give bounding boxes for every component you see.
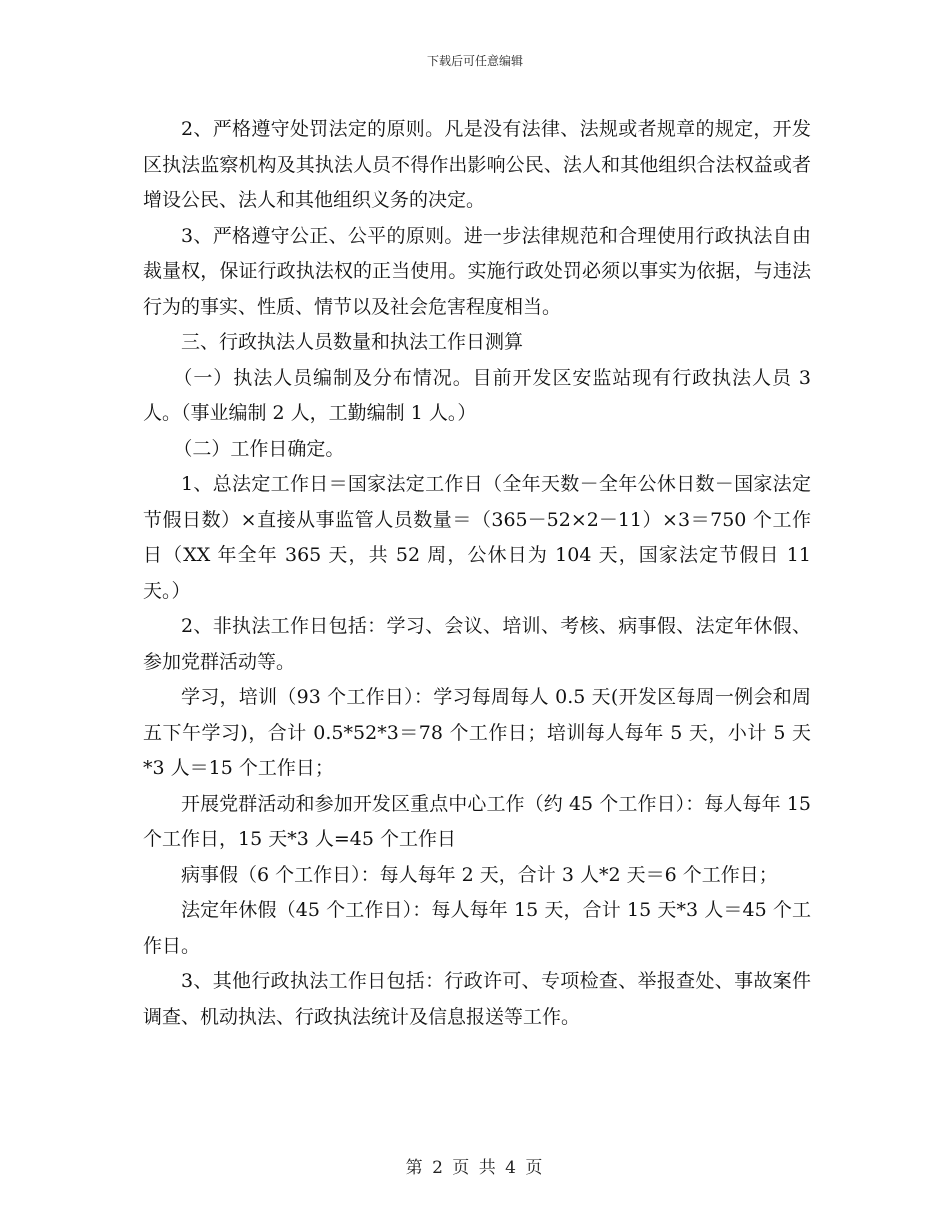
paragraph-annual-leave: 法定年休假（45 个工作日）：每人每年 15 天，合计 15 天*3 人＝45 个工作日。 bbox=[143, 899, 811, 957]
paragraph-workday-heading: （二）工作日确定。 bbox=[173, 437, 345, 460]
paragraph-party-activities: 开展党群活动和参加开发区重点中心工作（约 45 个工作日）：每人每年 15 个工作日，15 天*3 人=45 个工作日 bbox=[143, 792, 811, 850]
paragraph-principle-2: 2、严格遵守处罚法定的原则。凡是没有法律、法规或者规章的规定，开发区执法监察机构及其执法人员不得作出影响公民、法人和其他组织合法权益或者增设公民、法人和其他组织义务的决定。 bbox=[143, 118, 811, 211]
section-heading-3: 三、行政执法人员数量和执法工作日测算 bbox=[181, 331, 524, 353]
document-body bbox=[143, 112, 811, 1035]
paragraph-non-enforcement-days: 2、非执法工作日包括：学习、会议、培训、考核、病事假、法定年休假、参加党群活动等。 bbox=[143, 615, 811, 673]
page-header: 下载后可任意编辑 bbox=[426, 54, 523, 68]
page-number-footer: 第 2 页 共 4 页 bbox=[405, 1158, 545, 1178]
paragraph-study-training: 学习，培训（93 个工作日）：学习每周每人 0.5 天(开发区每周一例会和周五下午学习)，合计 0.5*52*3＝78 个工作日；培训每人每年 5 天，小计 5 天*3 人＝15 个工作日； bbox=[143, 686, 811, 779]
paragraph-sick-leave: 病事假（6 个工作日）：每人每年 2 天，合计 3 人*2 天＝6 个工作日； bbox=[181, 863, 778, 886]
paragraph-principle-3: 3、严格遵守公正、公平的原则。进一步法律规范和合理使用行政执法自由裁量权，保证行政执法权的正当使用。实施行政处罚必须以事实为依据，与违法行为的事实、性质、情节以及社会危害程度相当。 bbox=[143, 224, 811, 318]
paragraph-staffing: （一）执法人员编制及分布情况。目前开发区安监站现有行政执法人员 3 人。（事业编制 2 人，工勤编制 1 人。） bbox=[143, 366, 811, 424]
paragraph-other-enforcement-days: 3、其他行政执法工作日包括：行政许可、专项检查、举报查处、事故案件调查、机动执法、行政执法统计及信息报送等工作。 bbox=[143, 970, 811, 1028]
paragraph-total-workdays: 1、总法定工作日＝国家法定工作日（全年天数－全年公休日数－国家法定节假日数）×直接从事监管人员数量＝（365－52×2－11）×3＝750 个工作日（XX 年全年 365 天，共 52 周，公休日为 104 天，国家法定节假日 11 天。） bbox=[143, 473, 811, 602]
